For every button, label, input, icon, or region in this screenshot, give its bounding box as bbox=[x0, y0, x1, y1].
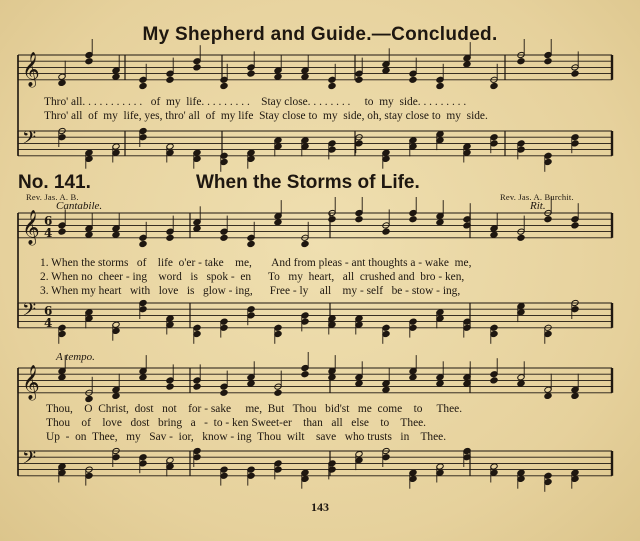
verse-1-line-b: Thou, O Christ, dost not for - sake me, But Thou bid'st me come to Thee. bbox=[46, 403, 463, 415]
note-head bbox=[463, 61, 471, 68]
note-head bbox=[247, 70, 255, 77]
note-head bbox=[274, 389, 282, 396]
note-head bbox=[571, 392, 579, 399]
note-head bbox=[436, 380, 444, 387]
time-signature: 6 bbox=[44, 304, 53, 318]
note-head bbox=[247, 380, 255, 387]
verse-3-line-b: Up - on Thee, my Sav - ior, know - ing Thou wilt save who trusts in Thee. bbox=[46, 431, 447, 443]
verse-2-line-a: 2. When no cheer - ing word is spok - en To my heart, all crushed and bro - ken, bbox=[40, 271, 465, 283]
note-head bbox=[544, 392, 552, 399]
note-head bbox=[166, 383, 174, 390]
treble-clef: 𝄞 bbox=[22, 365, 40, 400]
note-head bbox=[220, 234, 228, 241]
note-head bbox=[139, 374, 147, 381]
note-head bbox=[328, 82, 336, 89]
lyrics-line-2: Thro' all of my life, yes, thro' all of my life Stay close to my side, oh, stay close to my side. bbox=[44, 110, 488, 122]
note-head bbox=[328, 374, 336, 381]
note-head bbox=[274, 73, 282, 80]
note-head bbox=[355, 76, 363, 83]
note-head bbox=[112, 392, 120, 399]
note-head bbox=[382, 386, 390, 393]
note-head bbox=[85, 395, 93, 402]
note-head bbox=[139, 240, 147, 247]
time-signature: 6 bbox=[44, 214, 53, 228]
lyricist-credit: Rev. Jas. A. B. bbox=[26, 192, 79, 202]
note-head bbox=[355, 216, 363, 223]
note-head bbox=[193, 225, 201, 232]
note-head bbox=[85, 231, 93, 238]
note-head bbox=[409, 76, 417, 83]
note-head bbox=[328, 216, 336, 223]
note-head bbox=[382, 67, 390, 74]
note-head bbox=[571, 70, 579, 77]
note-head bbox=[301, 240, 309, 247]
note-head bbox=[409, 374, 417, 381]
note-head bbox=[112, 73, 120, 80]
note-head bbox=[490, 82, 498, 89]
note-head bbox=[382, 228, 390, 235]
note-head bbox=[544, 58, 552, 65]
hymn-number: No. 141. bbox=[18, 172, 91, 193]
note-head bbox=[544, 216, 552, 223]
note-head bbox=[58, 228, 66, 235]
note-head bbox=[301, 73, 309, 80]
note-head bbox=[139, 82, 147, 89]
note-head bbox=[58, 374, 66, 381]
treble-clef: 𝄞 bbox=[22, 210, 40, 245]
continued-hymn-title: My Shepherd and Guide.—Concluded. bbox=[142, 24, 498, 45]
time-signature: 4 bbox=[44, 226, 53, 240]
note-head bbox=[166, 234, 174, 241]
note-head bbox=[490, 377, 498, 384]
verse-2-line-b: Thou of love dost bring a - to - ken Sweet-er than all else to Thee. bbox=[46, 417, 427, 429]
note-head bbox=[274, 219, 282, 226]
verse-3-line-a: 3. When my heart with love is glow - ing, Free - ly all my - self be - stow - ing, bbox=[40, 285, 461, 297]
note-head bbox=[436, 219, 444, 226]
note-head bbox=[490, 231, 498, 238]
a-tempo-marking: A tempo. bbox=[56, 351, 95, 363]
note-head bbox=[409, 216, 417, 223]
note-head bbox=[436, 82, 444, 89]
verse-1-line-a: 1. When the storms of life o'er - take me, And from pleas - ant thoughts a - wake me, bbox=[40, 257, 472, 269]
note-head bbox=[301, 371, 309, 378]
note-head bbox=[220, 389, 228, 396]
note-head bbox=[220, 82, 228, 89]
note-head bbox=[58, 79, 66, 86]
note-head bbox=[517, 58, 525, 65]
note-head bbox=[193, 64, 201, 71]
composer-credit: Rev. Jas. A. Burchit. bbox=[500, 192, 574, 202]
bass-clef: 𝄢 bbox=[22, 300, 37, 325]
note-head bbox=[193, 383, 201, 390]
tempo-marking: Cantabile. bbox=[56, 200, 103, 212]
note-head bbox=[571, 222, 579, 229]
note-head bbox=[517, 234, 525, 241]
note-head bbox=[355, 380, 363, 387]
page-number: 143 bbox=[311, 500, 329, 514]
note-head bbox=[517, 380, 525, 387]
bass-clef: 𝄢 bbox=[22, 128, 37, 153]
ritardando-marking: Rit. bbox=[530, 200, 546, 212]
note-head bbox=[247, 240, 255, 247]
note-head bbox=[166, 76, 174, 83]
note-head bbox=[85, 58, 93, 65]
lyrics-line-1: Thro' all. . . . . . . . . . . of my life. . . . . . . . . Stay close. . . . . . . . to my side. . . . . . . . . bbox=[44, 96, 467, 108]
time-signature: 4 bbox=[44, 316, 53, 330]
note-head bbox=[112, 231, 120, 238]
hymn-title: When the Storms of Life. bbox=[196, 172, 420, 193]
treble-clef: 𝄞 bbox=[22, 52, 40, 87]
bass-clef: 𝄢 bbox=[22, 448, 37, 473]
